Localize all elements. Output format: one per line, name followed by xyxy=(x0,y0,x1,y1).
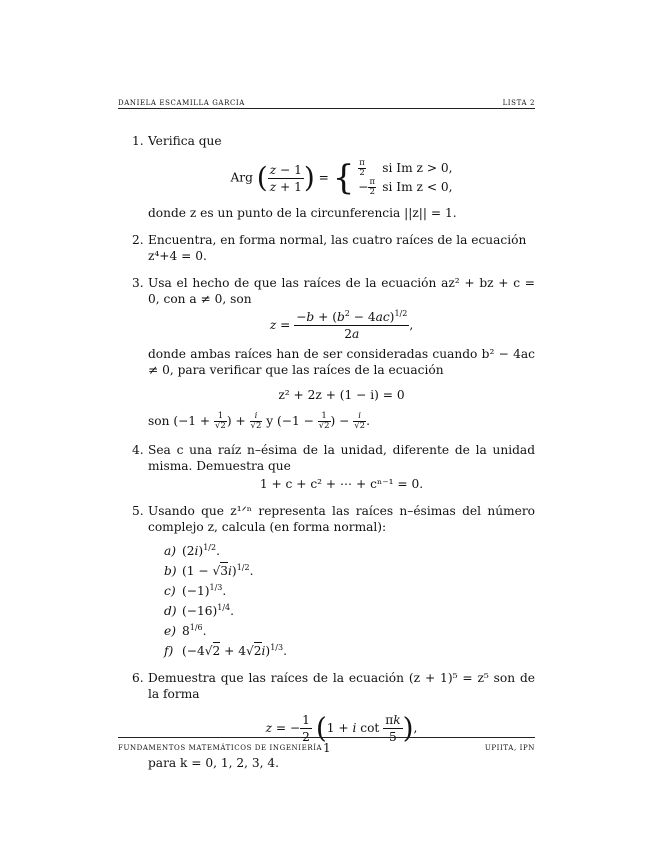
subitem-c: c) $(-1)^{1/3}$. xyxy=(164,582,227,598)
case-negative: si Im z < 0, xyxy=(382,180,453,194)
problem-1-tail: donde z es un punto de la circunferencia ||z|| = 1. xyxy=(148,206,457,220)
subitem-d: d) $(-16)^{1/4}$. xyxy=(164,602,234,618)
running-header xyxy=(118,99,535,107)
problem-3-text1: Usa el hecho de que las raíces de la ecuación az² + bz + c = 0, con a ≠ 0, son xyxy=(148,276,535,306)
subitem-f: f) $(-4√2 + 4√2i)^{1/3}$. xyxy=(164,642,287,658)
problem-number: 1. xyxy=(132,134,144,148)
problem-4 xyxy=(118,442,535,492)
problem-4-text: Sea c una raíz n–ésima de la unidad, diferente de la unidad misma. Demuestra que xyxy=(148,443,535,473)
problem-5-text: Usando que z¹ᐟⁿ representa las raíces n–ésimas del número complejo z, calcula (en forma normal): xyxy=(148,504,535,534)
problem-number: 5. xyxy=(132,504,144,518)
problem-1-intro: Verifica que xyxy=(148,134,222,148)
problem-6 xyxy=(118,670,535,771)
problem-2 xyxy=(118,232,535,264)
problem-6-text: Demuestra que las raíces de la ecuación (z + 1)⁵ = z⁵ son de la forma xyxy=(148,671,535,701)
problem-3-text2: donde ambas raíces han de ser consideradas cuando b² − 4ac ≠ 0, para verificar que las raíces de la ecuación xyxy=(148,347,535,377)
footer-institution: UPIITA, IPN xyxy=(484,744,535,752)
problem-4-equation: 1 + c + c² + ⋯ + cⁿ⁻¹ = 0. xyxy=(259,477,424,491)
running-footer xyxy=(118,741,535,755)
problem-6-tail: para k = 0, 1, 2, 3, 4. xyxy=(148,756,280,770)
problem-list xyxy=(118,133,535,782)
header-list: LISTA 2 xyxy=(502,99,535,107)
header-rule xyxy=(118,108,535,109)
problem-number: 3. xyxy=(132,276,144,290)
problem-3-equation: z² + 2z + (1 − i) = 0 xyxy=(278,388,405,402)
problem-1-equation: Arg ( $\frac{z - 1}{z + 1}$ ) = { $\frac{\pi}{2}$ si Im z > 0, − $\frac{\pi}{2}$ si Im z < 0, xyxy=(230,158,453,198)
header-author: DANIELA ESCAMILLA GARCIA xyxy=(118,99,245,107)
footer-course: FUNDAMENTOS MATEMÁTICOS DE INGENIERÍA xyxy=(118,744,323,752)
page-number: 1 xyxy=(323,741,331,755)
problem-3 xyxy=(118,275,535,431)
problem-number: 6. xyxy=(132,671,144,685)
subitem-b: b) $(1 - √3i)^{1/2}$. xyxy=(164,562,254,578)
problem-2-text: Encuentra, en forma normal, las cuatro raíces de la ecuación z⁴+4 = 0. xyxy=(148,233,527,263)
case-positive: si Im z > 0, xyxy=(382,161,453,175)
problem-3-roots: son (−1 + $\frac{1}{√2}$ ) + $\frac{i}{√2}$ y (−1 − $\frac{1}{√2}$ ) − $\frac{i}{√2}$ . xyxy=(148,411,370,431)
problem-1 xyxy=(118,133,535,221)
problem-number: 4. xyxy=(132,443,144,457)
problem-6-equation: z = − $\frac{1}{2}$ (1 + i cot $\frac{\pi k}{5}$ ), xyxy=(265,711,418,745)
problem-5-subitems xyxy=(148,543,535,659)
subitem-a: a) $(2i)^{1/2}$. xyxy=(164,542,220,558)
footer-rule xyxy=(118,737,535,738)
subitem-e: e) $8^{1/6}$. xyxy=(164,622,207,638)
arg-label: Arg xyxy=(230,170,253,185)
quadratic-formula: z = $\frac{-b + (b^2 - 4ac)^{1/2}}{2a}$ , xyxy=(269,308,414,341)
problem-5 xyxy=(118,503,535,659)
problem-number: 2. xyxy=(132,233,144,247)
